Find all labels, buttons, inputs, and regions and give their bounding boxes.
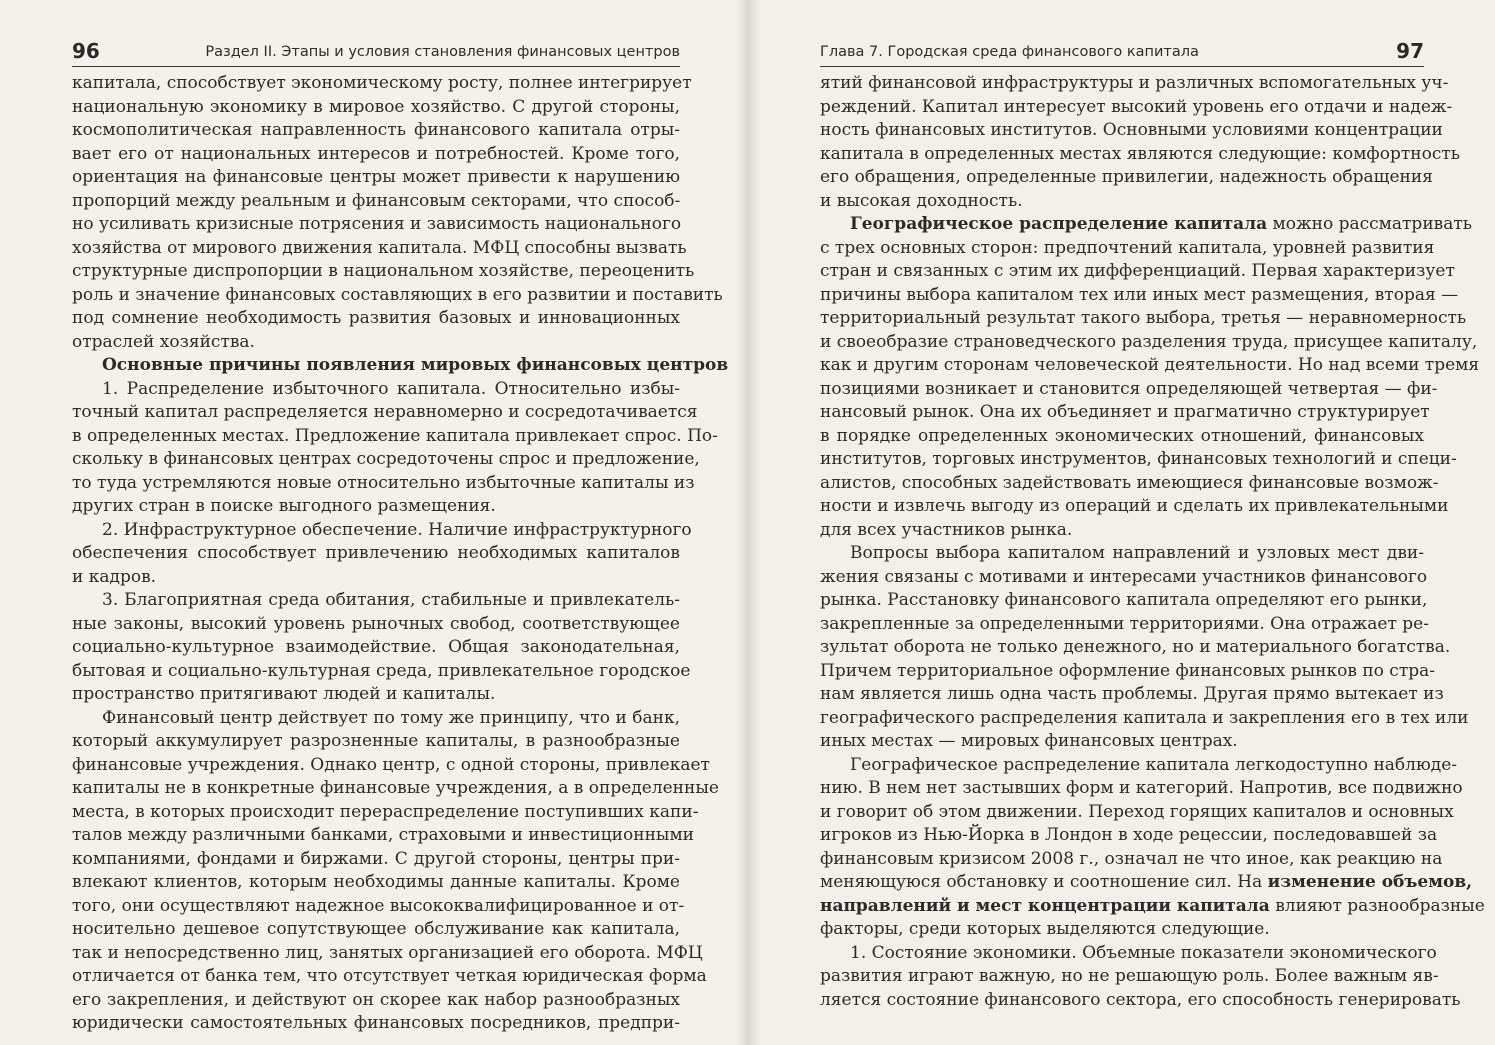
text-line: точный капитал распределяется неравномерно и сосредотачивается xyxy=(72,402,698,422)
text-line: так и непосредственно лиц, занятых организацией его оборота. МФЦ xyxy=(72,942,703,963)
right-running-head: Глава 7. Городская среда финансового капитала xyxy=(820,44,1199,60)
text-line: 2. Инфраструктурное обеспечение. Наличие инфраструктурного xyxy=(102,519,692,540)
text-line: финансовые учреждения. Однако центр, с одной стороны, привлекает xyxy=(72,754,710,775)
text-line: закрепленные за определенными территориями. Она отражает ре- xyxy=(820,613,1429,634)
text-line: его закрепления, и действуют он скорее как набор разнообразных xyxy=(72,989,680,1010)
text-line: талов между различными банками, страховыми и инвестиционными xyxy=(72,825,694,845)
right-body-text xyxy=(820,72,1485,1012)
text-line: в порядке определенных экономических отношений, финансовых xyxy=(820,425,1424,446)
text-line: и говорит об этом движении. Переход горящих капиталов и основных xyxy=(820,801,1454,822)
text-line: носительно дешевое сопутствующее обслуживание как капитала, xyxy=(72,919,680,939)
text-line: обеспечения способствует привлечению необходимых капиталов xyxy=(72,543,680,563)
text-line: компаниями, фондами и биржами. С другой стороны, центры при- xyxy=(72,848,680,869)
text-line: с трех основных сторон: предпочтений капитала, уровней развития xyxy=(820,237,1435,258)
left-page-header xyxy=(72,36,680,67)
text-line: 3. Благоприятная среда обитания, стабильные и привлекатель- xyxy=(102,590,680,610)
text-line: Вопросы выбора капиталом направлений и узловых мест дви- xyxy=(850,543,1424,563)
text-line: ляется состояние финансового сектора, его способность генерировать xyxy=(820,989,1461,1010)
text-line: рынка. Расстановку финансового капитала определяют его рынки, xyxy=(820,590,1428,610)
text-line: юридически самостоятельных финансовых посредников, предпри- xyxy=(72,1013,680,1033)
right-page-header xyxy=(820,36,1424,67)
text-line: космополитическая направленность финансового капитала отры- xyxy=(72,120,680,140)
text-line: факторы, среди которых выделяются следующие. xyxy=(820,919,1270,939)
text-line: отличается от банка тем, что отсутствует четкая юридическая форма xyxy=(72,966,707,986)
text-line: 1. Состояние экономики. Объемные показатели экономического xyxy=(850,942,1437,963)
text-line: 1. Распределение избыточного капитала. Относительно избы- xyxy=(102,378,680,399)
text-line: реждений. Капитал интересует высокий уровень его отдачи и надеж- xyxy=(820,96,1453,117)
text-line: Финансовый центр действует по тому же принципу, что и банк, xyxy=(102,707,680,728)
text-line xyxy=(820,871,1473,895)
text-line: капитала, способствует экономическому росту, полнее интегрирует xyxy=(72,73,692,93)
text-line: но усиливать кризисные потрясения и зависимость национального xyxy=(72,214,682,234)
left-running-head: Раздел II. Этапы и условия становления финансовых центров xyxy=(205,44,680,60)
text-line: отраслей хозяйства. xyxy=(72,331,255,352)
left-page-number: 96 xyxy=(72,39,100,63)
text-line: развития играют важную, но не решающую роль. Более важным яв- xyxy=(820,966,1439,986)
text-line: того, они осуществляют надежное высококвалифицированное и от- xyxy=(72,895,685,916)
text-line: позициями возникает и становится определяющей четвертая — фи- xyxy=(820,378,1438,399)
section-heading: Основные причины появления мировых финансовых центров xyxy=(102,355,729,375)
text-line: игроков из Нью-Йорка в Лондон в ходе рецессии, последовавшей за xyxy=(820,825,1438,845)
bold-term: Географическое распределение капитала xyxy=(850,214,1268,234)
text-line: который аккумулирует разрозненные капиталы, в разнообразные xyxy=(72,731,680,751)
text-line: скольку в финансовых центрах сосредоточены спрос и предложение, xyxy=(72,449,700,469)
text-line: Причем территориальное оформление финансовых рынков по стра- xyxy=(820,660,1435,681)
text-line: хозяйства от мирового движения капитала. МФЦ способны вызвать xyxy=(72,237,687,258)
text-run: можно рассматривать xyxy=(1267,214,1473,234)
text-line: ные законы, высокий уровень рыночных свобод, соответствующее xyxy=(72,613,680,634)
bold-term: направлений и мест концентрации капитала xyxy=(820,895,1270,916)
text-line: вает его от национальных интересов и потребностей. Кроме того, xyxy=(72,143,680,164)
text-line: места, в которых происходит перераспределение поступивших капи- xyxy=(72,801,699,822)
text-line: в определенных местах. Предложение капитала привлекает спрос. По- xyxy=(72,425,718,446)
book-gutter-shadow xyxy=(736,0,760,1045)
text-line: его обращения, определенные привилегии, надежность обращения xyxy=(820,167,1433,187)
text-line: как и другим сторонам человеческой деятельности. Но над всеми тремя xyxy=(820,355,1480,375)
text-line: структурные диспропорции в национальном хозяйстве, переоценить xyxy=(72,261,695,281)
text-line: зультат оборота не только денежного, но и материального богатства. xyxy=(820,637,1451,657)
text-line: для всех участников рынка. xyxy=(820,519,1073,540)
right-page-number: 97 xyxy=(1396,39,1424,63)
text-line: ность финансовых институтов. Основными условиями концентрации xyxy=(820,120,1443,140)
text-line: и высокая доходность. xyxy=(820,190,1023,211)
text-line: под сомнение необходимость развития базовых и инновационных xyxy=(72,308,680,328)
text-line: пространство притягивают людей и капиталы. xyxy=(72,684,496,704)
text-line: других стран в поиске выгодного размещения. xyxy=(72,496,496,516)
text-line: бытовая и социально-культурная среда, привлекательное городское xyxy=(72,660,691,681)
text-line xyxy=(72,354,729,378)
text-line: институтов, торговых инструментов, финансовых технологий и специ- xyxy=(820,449,1457,469)
text-line: стран и связанных с этим их дифференциаций. Первая характеризует xyxy=(820,261,1455,281)
text-run: меняющуюся обстановку и соотношение сил. На xyxy=(820,872,1268,892)
text-line: нансовый рынок. Она их объединяет и прагматично структурирует xyxy=(820,402,1430,422)
text-line: капиталы не в конкретные финансовые учреждения, а в определенные xyxy=(72,778,719,798)
text-run: влияют разнообразные xyxy=(1269,895,1485,916)
text-line: алистов, способных задействовать имеющиеся финансовые возмож- xyxy=(820,472,1439,493)
bold-term: изменение объемов, xyxy=(1267,872,1473,892)
text-line: географического распределения капитала и закрепления его в тех или xyxy=(820,707,1469,728)
text-line: территориальный результат такого выбора, третья — неравномерность xyxy=(820,308,1467,328)
text-line: ятий финансовой инфраструктуры и различных вспомогательных уч- xyxy=(820,73,1449,93)
text-line: пропорций между реальным и финансовым секторами, что способ- xyxy=(72,190,681,211)
text-line: и своеобразие страноведческого разделения труда, присущее капиталу, xyxy=(820,331,1478,352)
text-line: роль и значение финансовых составляющих в его развитии и поставить xyxy=(72,284,723,305)
text-line: нию. В нем нет застывших форм и категорий. Напротив, все подвижно xyxy=(820,778,1463,798)
text-line: Географическое распределение капитала легкодоступно наблюде- xyxy=(850,754,1458,775)
text-line: национальную экономику в мировое хозяйство. С другой стороны, xyxy=(72,96,680,117)
text-line: социально-культурное взаимодействие. Общая законодательная, xyxy=(72,637,680,657)
text-line: жения связаны с мотивами и интересами участников финансового xyxy=(820,566,1428,587)
text-line: ности и извлечь выгоду из операций и сделать их привлекательными xyxy=(820,496,1449,516)
text-line: иных местах — мировых финансовых центрах. xyxy=(820,731,1238,751)
text-line: и кадров. xyxy=(72,566,157,587)
text-line: финансовым кризисом 2008 г., означал не что иное, как реакцию на xyxy=(820,848,1443,869)
text-line: то туда устремляются новые относительно избыточные капиталы из xyxy=(72,472,695,493)
text-line: капитала в определенных местах являются следующие: комфортность xyxy=(820,143,1460,164)
right-page xyxy=(748,0,1495,1045)
text-line xyxy=(820,895,1485,919)
text-line xyxy=(820,213,1473,237)
left-body-text xyxy=(72,72,729,1036)
text-line: влекают клиентов, которым необходимы данные капиталы. Кроме xyxy=(72,872,680,892)
text-line: ориентация на финансовые центры может привести к нарушению xyxy=(72,167,680,187)
text-line: нам является лишь одна часть проблемы. Другая прямо вытекает из xyxy=(820,684,1444,704)
text-line: причины выбора капиталом тех или иных мест размещения, вторая — xyxy=(820,284,1459,305)
